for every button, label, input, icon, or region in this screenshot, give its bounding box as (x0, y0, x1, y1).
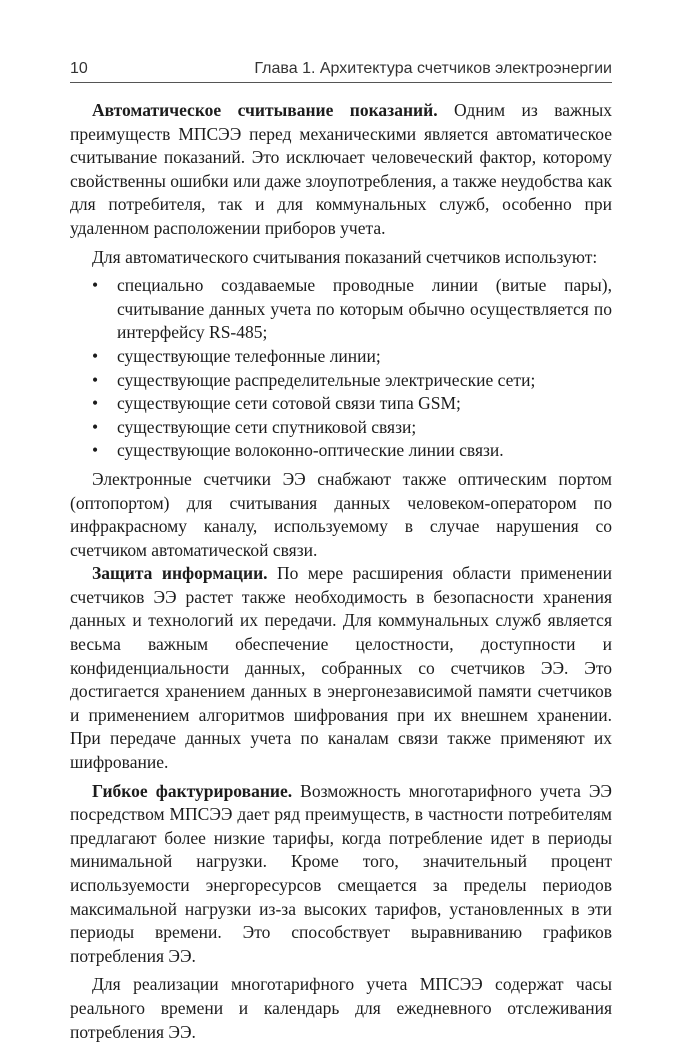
heading-data-protection: Защита информации. (92, 563, 268, 584)
running-header (70, 60, 612, 83)
list-item: • существующие сети спутниковой связи; (70, 416, 612, 440)
methods-list (70, 274, 612, 463)
heading-auto-reading: Автоматическое считывание показаний. (92, 100, 438, 120)
chapter-title: Глава 1. Архитектура счетчиков электроэнергии (254, 60, 612, 77)
list-item: • существующие телефонные линии; (70, 345, 612, 369)
paragraph-methods-intro: Для автоматического считывания показаний счетчиков используют: (92, 246, 598, 267)
text-flexible-billing: Возможность многотарифного учета ЭЭ посредством МПСЭЭ дает ряд преимуществ, в частности потребителям предлагают более низкие тарифы, когда потребление идет в периоды минимальной нагрузки. Кроме того, значительный процент используемости энергоресурсов смещается за пределы периодов максимальной нагрузки из-за высоких тарифов, установленных в эти периоды времени. Это способствует выравниванию графиков потребления ЭЭ. (70, 780, 612, 966)
list-item: • существующие распределительные электрические сети; (70, 369, 612, 393)
page-number: 10 (70, 60, 88, 77)
list-item: • существующие сети сотовой связи типа GSM; (70, 392, 612, 416)
paragraph-auto-reading (70, 99, 612, 241)
paragraph-optical-port: Электронные счетчики ЭЭ снабжают также оптическим портом (оптопортом) для считывания данных человеком-оператором по инфракрасному каналу, используемому в случае нарушения со счетчиком автоматической связи. (70, 468, 612, 560)
page-body (70, 99, 612, 1044)
paragraph-data-protection (70, 562, 612, 774)
list-item: • специально создаваемые проводные линии (витые пары), считывание данных учета по которым обычно осуществляется по интерфейсу RS-485; (70, 274, 612, 345)
text-auto-reading: Одним из важных преимуществ МПСЭЭ перед механическими является автоматическое считывание показаний. Это исключает человеческий фактор, которому свойственны ошибки или даже злоупотребления, а также неудобства как для потребителя, так и для коммунальных служб, особенно при удаленном расположении приборов учета. (70, 100, 612, 238)
paragraph-multi-tariff: Для реализации многотарифного учета МПСЭЭ содержат часы реального времени и календарь для ежедневного отслеживания потребления ЭЭ. (70, 974, 612, 1042)
list-item: • существующие волоконно-оптические линии связи. (70, 439, 612, 463)
paragraph-flexible-billing (70, 780, 612, 969)
heading-flexible-billing: Гибкое фактурирование. (92, 780, 293, 801)
text-data-protection: По мере расширения области применении счетчиков ЭЭ растет также необходимость в безопасности хранения данных и технологий их передачи. Для коммунальных служб является весьма важным обеспечение целостности, доступности и конфиденциальности данных, собранных со счетчиков ЭЭ. Это достигается хранением данных в энергонезависимой памяти счетчиков и применением алгоритмов шифрования при их внешнем хранении. При передаче данных учета по каналам связи также применяют их шифрование. (70, 563, 613, 773)
